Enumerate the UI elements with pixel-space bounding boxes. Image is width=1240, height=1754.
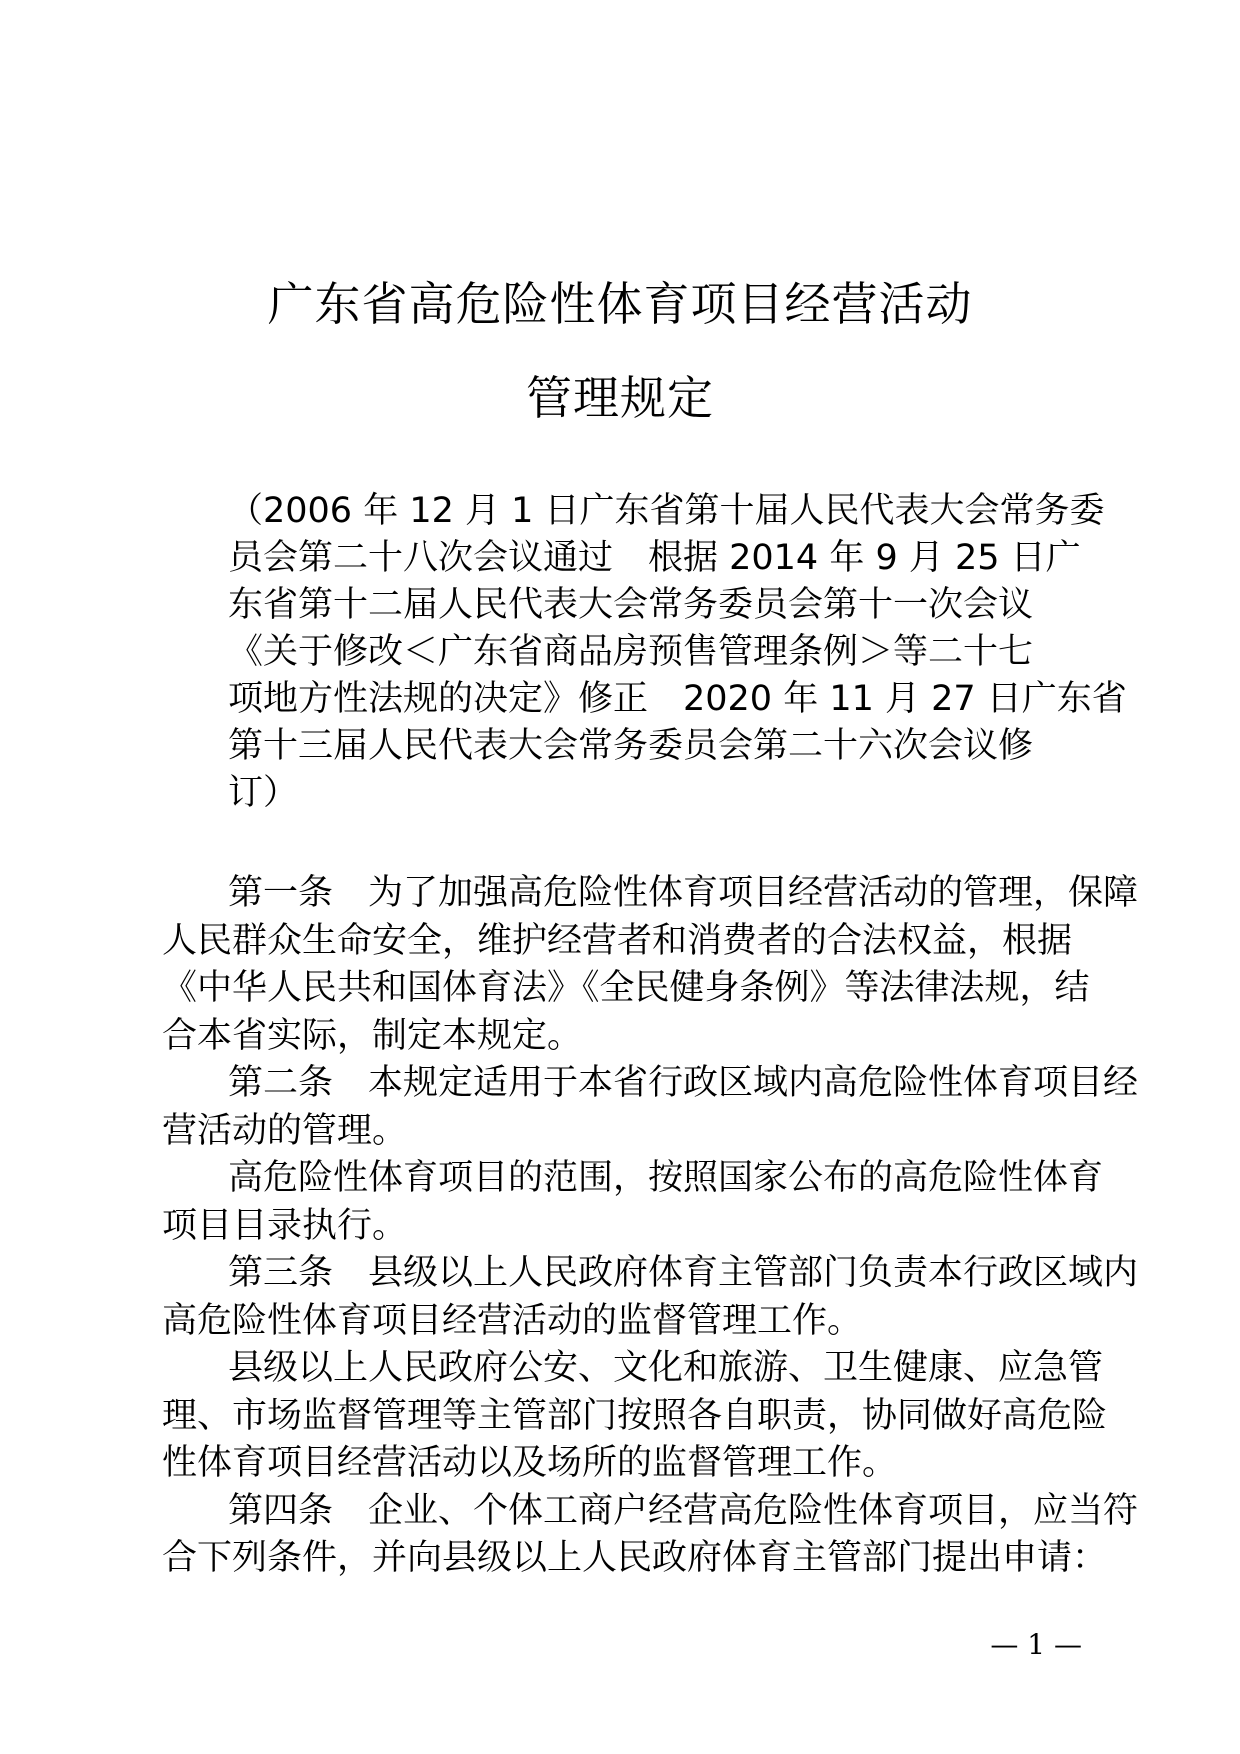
preamble-line: （2006 年 12 月 1 日广东省第十届人民代表大会常务委 (228, 491, 1105, 531)
preamble-line: 东省第十二届人民代表大会常务委员会第十一次会议 (228, 585, 1034, 625)
body-line: 第一条 为了加强高危险性体育项目经营活动的管理，保障 (228, 873, 1139, 913)
document-preamble (228, 488, 1127, 817)
body-line: 性体育项目经营活动以及场所的监督管理工作。 (162, 1443, 898, 1483)
body-line: 营活动的管理。 (162, 1110, 408, 1151)
preamble-line: 《关于修改＜广东省商品房预售管理条例＞等二十七 (228, 632, 1034, 672)
body-line: 第三条 县级以上人民政府体育主管部门负责本行政区域内 (228, 1253, 1139, 1293)
body-line: 高危险性体育项目的范围，按照国家公布的高危险性体育 (228, 1158, 1104, 1198)
preamble-line: 第十三届人民代表大会常务委员会第二十六次会议修 (228, 726, 1034, 766)
body-line: 项目目录执行。 (162, 1205, 408, 1246)
body-line: 理、市场监督管理等主管部门按照各自职责，协同做好高危险 (162, 1395, 1108, 1436)
body-line: 《中华人民共和国体育法》《全民健身条例》等法律法规，结 (162, 968, 1090, 1008)
page-number: — 1 — (990, 1628, 1082, 1661)
body-line: 高危险性体育项目经营活动的监督管理工作。 (162, 1300, 863, 1341)
document-title-line-1: 广东省高危险性体育项目经营活动 (267, 277, 973, 331)
document-body (162, 870, 1139, 1583)
preamble-line: 订） (228, 773, 299, 813)
document-title-line-2: 管理规定 (526, 371, 714, 425)
body-line: 第四条 企业、个体工商户经营高危险性体育项目，应当符 (228, 1490, 1139, 1531)
preamble-line: 员会第二十八次会议通过 根据 2014 年 9 月 25 日广 (228, 538, 1081, 578)
body-line: 人民群众生命安全，维护经营者和消费者的合法权益，根据 (162, 920, 1073, 961)
body-line: 县级以上人民政府公安、文化和旅游、卫生健康、应急管 (228, 1348, 1104, 1388)
preamble-line: 项地方性法规的决定》修正 2020 年 11 月 27 日广东省 (228, 679, 1127, 719)
body-line: 合本省实际，制定本规定。 (162, 1015, 583, 1056)
body-line: 合下列条件，并向县级以上人民政府体育主管部门提出申请： (162, 1538, 1108, 1578)
body-line: 第二条 本规定适用于本省行政区域内高危险性体育项目经 (228, 1063, 1139, 1103)
